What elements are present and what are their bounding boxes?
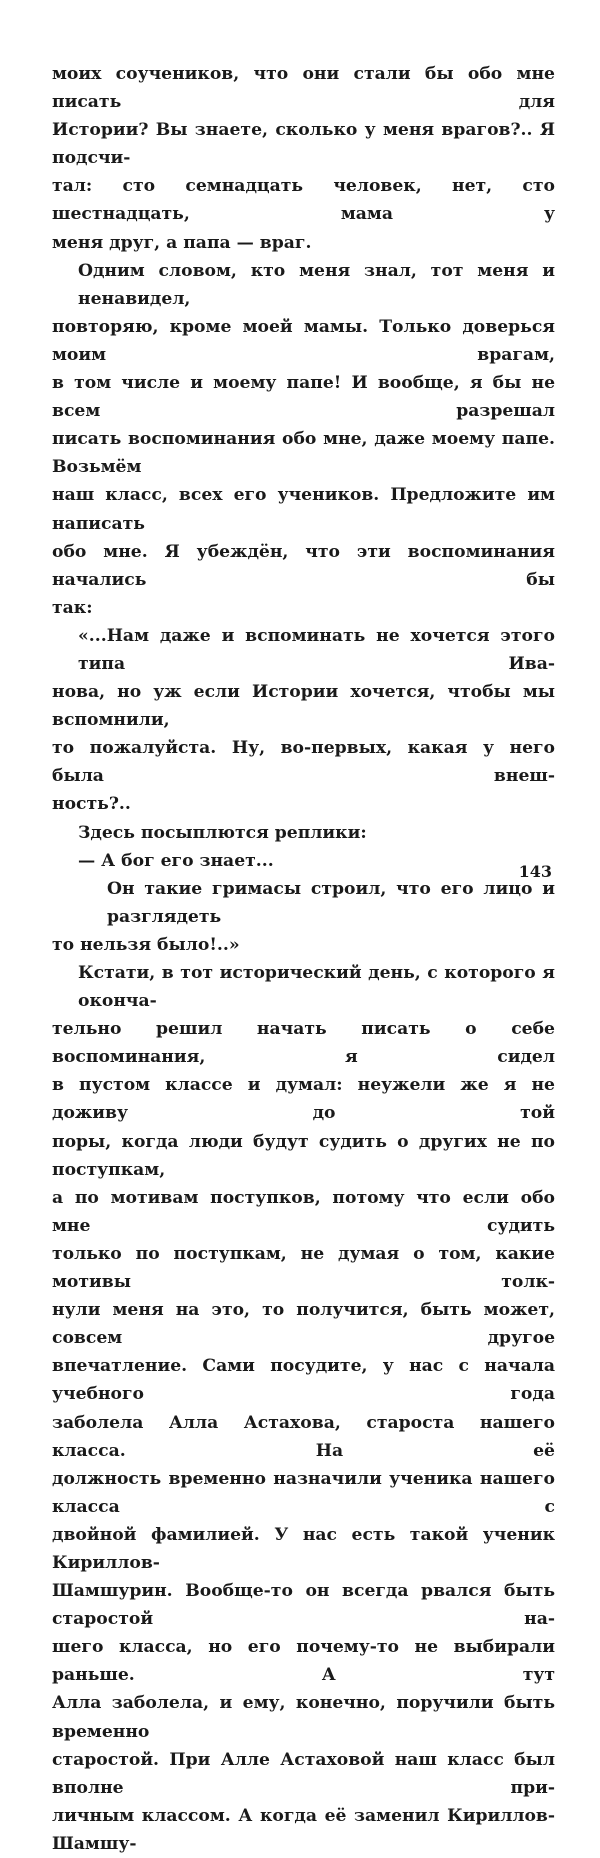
text-line: то нельзя было!..» xyxy=(52,934,240,955)
body-text xyxy=(52,60,555,1858)
text-line: только по поступкам, не думая о том, какие мотивы толк- xyxy=(52,1243,555,1293)
text-line: нова, но уж если Истории хочется, чтобы мы вспомнили, xyxy=(52,682,555,731)
text-line: личным классом. А когда её заменил Кириллов-Шамшу- xyxy=(52,1805,555,1854)
text-line: в пустом классе и думал: неужели же я не доживу до той xyxy=(52,1075,555,1124)
text-line: в том числе и моему папе! И вообще, я бы не всем разрешал xyxy=(52,373,555,422)
text-line: должность временно назначили ученика нашего класса с xyxy=(52,1468,555,1517)
text-line: а по мотивам поступков, потому что если обо мне судить xyxy=(52,1187,555,1236)
text-line: шего класса, но его почему-то не выбирали раньше. А тут xyxy=(52,1637,555,1686)
text-line: «...Нам даже и вспоминать не хочется этого типа Ива- xyxy=(78,625,555,674)
text-line: Он такие гримасы строил, что его лицо и разглядеть xyxy=(107,878,555,927)
text-line: наш класс, всех его учеников. Предложите им написать xyxy=(52,485,555,534)
text-line: впечатление. Сами посудите, у нас с начала учебного года xyxy=(52,1356,555,1405)
text-line: обо мне. Я убеждён, что эти воспоминания начались бы xyxy=(52,541,555,590)
text-line: поры, когда люди будут судить о других не по поступкам, xyxy=(52,1131,555,1180)
text-line: Здесь посыплются реплики: xyxy=(78,822,367,843)
text-line: так: xyxy=(52,597,93,618)
text-line: Алла заболела, и ему, конечно, поручили быть временно xyxy=(52,1693,555,1742)
text-line: Одним словом, кто меня знал, тот меня и ненавидел, xyxy=(78,260,555,309)
text-line: тельно решил начать писать о себе воспоминания, я сидел xyxy=(52,1019,555,1068)
text-line: Шамшурин. Вообще-то он всегда рвался быть старостой на- xyxy=(52,1581,555,1630)
text-line: Истории? Вы знаете, сколько у меня врагов?.. Я подсчи- xyxy=(52,120,555,169)
page-number: 143 xyxy=(518,862,552,881)
text-line: ность?.. xyxy=(52,794,131,815)
text-line: старостой. При Алле Астаховой наш класс был вполне при- xyxy=(52,1749,555,1798)
text-line: двойной фамилией. У нас есть такой ученик Кириллов- xyxy=(52,1524,555,1573)
text-line: нули меня на это, то получится, быть может, совсем другое xyxy=(52,1300,555,1349)
text-line: тал: сто семнадцать человек, нет, сто шестнадцать, мама у xyxy=(52,176,555,225)
text-line: меня друг, а папа — враг. xyxy=(52,232,312,253)
text-line: моих соучеников, что они стали бы обо мне писать для xyxy=(52,64,555,113)
text-line: писать воспоминания обо мне, даже моему папе. Возьмём xyxy=(52,429,555,478)
text-line: — А бог его знает... xyxy=(78,850,274,871)
text-line: то пожалуйста. Ну, во-первых, какая у него была внеш- xyxy=(52,738,555,787)
text-line: Кстати, в тот исторический день, с которого я оконча- xyxy=(78,963,555,1012)
text-line: повторяю, кроме моей мамы. Только доверься моим врагам, xyxy=(52,316,555,365)
text-line: заболела Алла Астахова, староста нашего класса. На её xyxy=(52,1412,555,1461)
